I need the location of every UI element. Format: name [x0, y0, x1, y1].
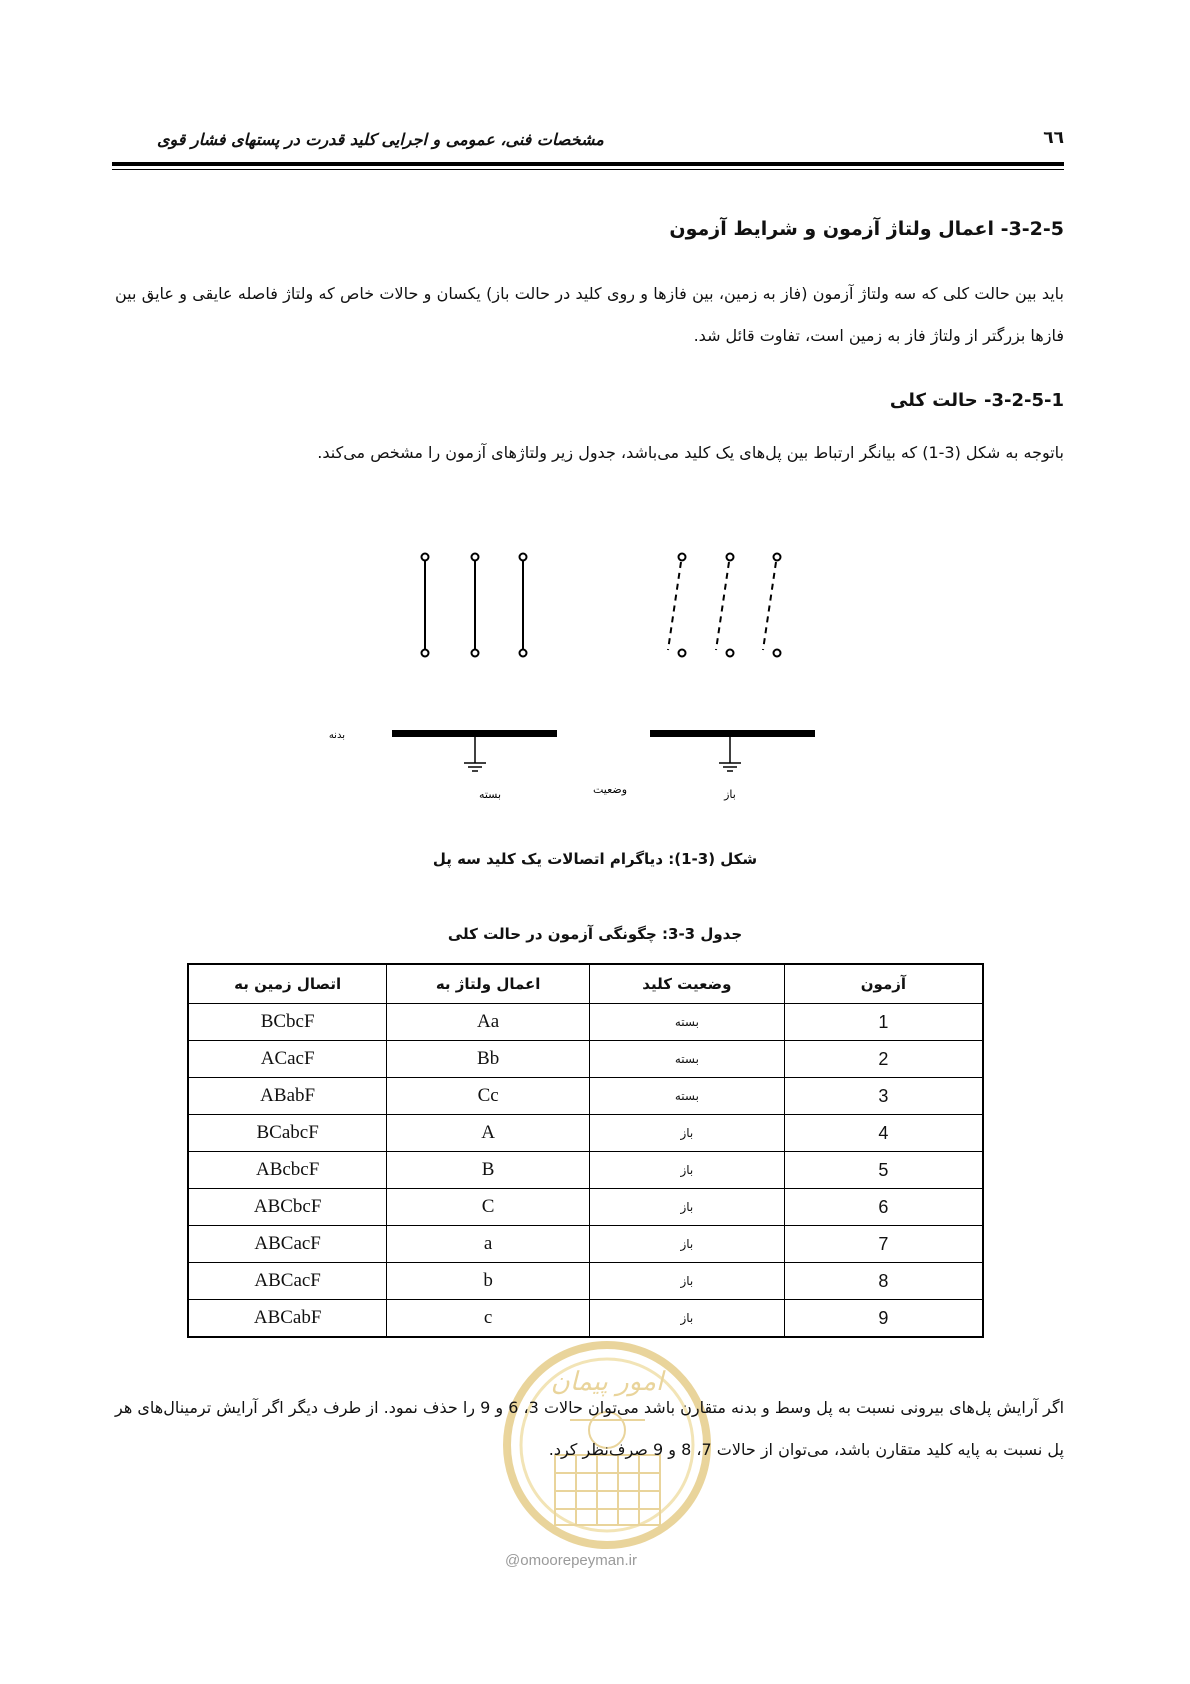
closed-pole-c	[520, 554, 527, 657]
cell-test: 1	[784, 1004, 983, 1041]
cell-test: 6	[784, 1189, 983, 1226]
col-header-test: آزمون	[784, 964, 983, 1004]
cell-voltage: Bb	[387, 1041, 590, 1078]
cell-state: باز	[589, 1152, 784, 1189]
cell-test: 8	[784, 1263, 983, 1300]
cell-voltage: A	[387, 1115, 590, 1152]
open-pole-a	[668, 554, 686, 657]
cell-state: باز	[589, 1189, 784, 1226]
cell-state: باز	[589, 1300, 784, 1338]
cell-voltage: b	[387, 1263, 590, 1300]
subsection-paragraph: باتوجه به شکل (3-1) که بیانگر ارتباط بین پل‌های یک کلید می‌باشد، جدول زیر ولتاژهای آزمون را مشخص می‌کند.	[317, 443, 1064, 462]
page-header	[112, 130, 1064, 160]
cell-voltage: a	[387, 1226, 590, 1263]
cell-test: 5	[784, 1152, 983, 1189]
table-row	[188, 1041, 983, 1078]
section-paragraph: باید بین حالت کلی که سه ولتاژ آزمون (فاز به زمین، بین فازها و روی کلید در حالت باز) یکسان و حالات خاص که ولتاژ فاصله عایقی و عایق بین فازها بزرگتر از ولتاژ فاز به زمین است، تفاوت قائل شد.	[115, 284, 1064, 345]
open-pole-b	[716, 554, 734, 657]
cell-state: باز	[589, 1263, 784, 1300]
label-closed: بسته	[478, 788, 502, 801]
cell-voltage: B	[387, 1152, 590, 1189]
cell-ground: ABabF	[188, 1078, 387, 1115]
table-header-row	[188, 964, 983, 1004]
breaker-connection-diagram	[328, 525, 820, 815]
tank-bar-open	[650, 730, 815, 737]
cell-state: باز	[589, 1226, 784, 1263]
cell-ground: ABCacF	[188, 1263, 387, 1300]
label-open: باز	[724, 788, 736, 801]
cell-state: بسته	[589, 1041, 784, 1078]
cell-voltage: Cc	[387, 1078, 590, 1115]
closed-pole-a	[422, 554, 429, 657]
table-row	[188, 1115, 983, 1152]
cell-state: بسته	[589, 1004, 784, 1041]
label-state: وضعیت	[592, 783, 628, 796]
cell-ground: BCbcF	[188, 1004, 387, 1041]
cell-voltage: Aa	[387, 1004, 590, 1041]
table-row	[188, 1300, 983, 1338]
test-conditions-table	[187, 963, 984, 1338]
col-header-state: وضعیت کلید	[589, 964, 784, 1004]
cell-voltage: c	[387, 1300, 590, 1338]
cell-ground: ACacF	[188, 1041, 387, 1078]
ground-symbol-open	[719, 737, 741, 771]
cell-state: بسته	[589, 1078, 784, 1115]
closing-paragraph: اگر آرایش پل‌های بیرونی نسبت به پل وسط و بدنه متقارن باشد می‌توان حالات 3، 6 و 9 را حذف نمود. از طرف دیگر اگر آرایش ترمینال‌های هر پل نسبت به پایه کلید متقارن باشد، می‌توان از حالات 7، 8 و 9 صرف‌نظر کرد.	[115, 1398, 1065, 1459]
figure-caption: شکل (3-1): دیاگرام اتصالات یک کلید سه پل	[432, 850, 758, 868]
cell-state: باز	[589, 1115, 784, 1152]
watermark-logo-text: امور پیمان	[550, 1367, 664, 1397]
watermark-site: @omoorepeyman.ir	[505, 1552, 637, 1569]
cell-voltage: C	[387, 1189, 590, 1226]
ground-symbol-closed	[464, 737, 486, 771]
running-header-title: مشخصات فنی، عمومی و اجرایی کلید قدرت در پستهای فشار قوی	[157, 130, 604, 149]
cell-ground: ABCbcF	[188, 1189, 387, 1226]
table-row	[188, 1263, 983, 1300]
closed-pole-b	[472, 554, 479, 657]
table-row	[188, 1189, 983, 1226]
cell-test: 3	[784, 1078, 983, 1115]
table-row	[188, 1078, 983, 1115]
header-rule-thin	[112, 169, 1064, 170]
cell-ground: BCabcF	[188, 1115, 387, 1152]
cell-test: 9	[784, 1300, 983, 1338]
tank-bar-closed	[392, 730, 557, 737]
cell-test: 7	[784, 1226, 983, 1263]
cell-test: 4	[784, 1115, 983, 1152]
page-number: ٦٦	[1043, 128, 1064, 148]
cell-ground: ABcbcF	[188, 1152, 387, 1189]
subsection-heading: 3-2-5-1- حالت کلی	[889, 390, 1064, 411]
section-heading: 3-2-5- اعمال ولتاژ آزمون و شرایط آزمون	[669, 218, 1064, 240]
col-header-ground: اتصال زمین به	[188, 964, 387, 1004]
col-header-voltage: اعمال ولتاژ به	[387, 964, 590, 1004]
table-row	[188, 1004, 983, 1041]
cell-ground: ABCabF	[188, 1300, 387, 1338]
table-row	[188, 1226, 983, 1263]
cell-ground: ABCacF	[188, 1226, 387, 1263]
table-row	[188, 1152, 983, 1189]
open-pole-c	[763, 554, 781, 657]
table-caption: جدول 3-3: چگونگی آزمون در حالت کلی	[447, 925, 743, 943]
header-rule-thick	[112, 162, 1064, 166]
label-body: بدنه	[328, 730, 345, 741]
cell-test: 2	[784, 1041, 983, 1078]
